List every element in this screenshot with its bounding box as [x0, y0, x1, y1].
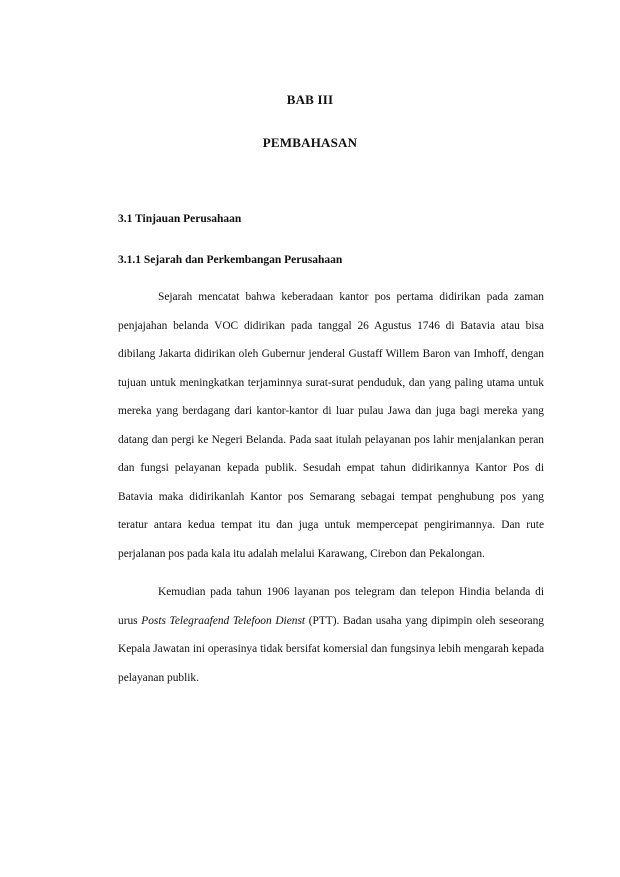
paragraph-2-text-end: (PTT). Badan usaha yang dipimpin oleh seseorang Kepala Jawatan ini operasinya tidak bersifat komersial dan fungsinya lebih mengarah kepada pelayanan publik. [118, 614, 544, 684]
section-heading: 3.1 Tinjauan Perusahaan [118, 213, 242, 225]
chapter-title: PEMBAHASAN [262, 135, 358, 150]
paragraph-2-italic-name: Posts Telegraafend Telefoon Dienst [141, 614, 306, 627]
paragraph-1: Sejarah mencatat bahwa keberadaan kantor pos pertama didirikan pada zaman penjajahan belanda VOC didirikan pada tanggal 26 Agustus 1746 di Batavia atau bisa dibilang Jakarta didirikan oleh Gubernur jenderal Gustaff Willem Baron van Imhoff, dengan tujuan untuk meningkatkan terjaminnya surat-surat penduduk, dan yang paling utama untuk mereka yang berdagang dari kantor-kantor di luar pulau Jawa dan juga bagi mereka yang datang dan pergi ke Negeri Belanda. Pada saat itulah pelayanan pos lahir menjalankan peran dan fungsi pelayanan kepada publik. Sesudah empat tahun didirikannya Kantor Pos di Batavia maka didirikanlah Kantor pos Semarang sebagai tempat penghubung pos yang teratur antara kedua tempat itu dan juga untuk mempercepat pengirimannya. Dan rute perjalanan pos pada kala itu adalah melalui Karawang, Cirebon dan Pekalongan. [118, 291, 544, 560]
subsection-heading: 3.1.1 Sejarah dan Perkembangan Perusahaan [118, 254, 343, 266]
body-text [118, 283, 544, 692]
paragraph-2 [118, 578, 544, 692]
chapter-number: BAB III [286, 92, 334, 107]
paragraph-2-text-start: Kemudian pada tahun 1906 layanan pos telegram dan telepon Hindia belanda di urus [118, 586, 544, 627]
